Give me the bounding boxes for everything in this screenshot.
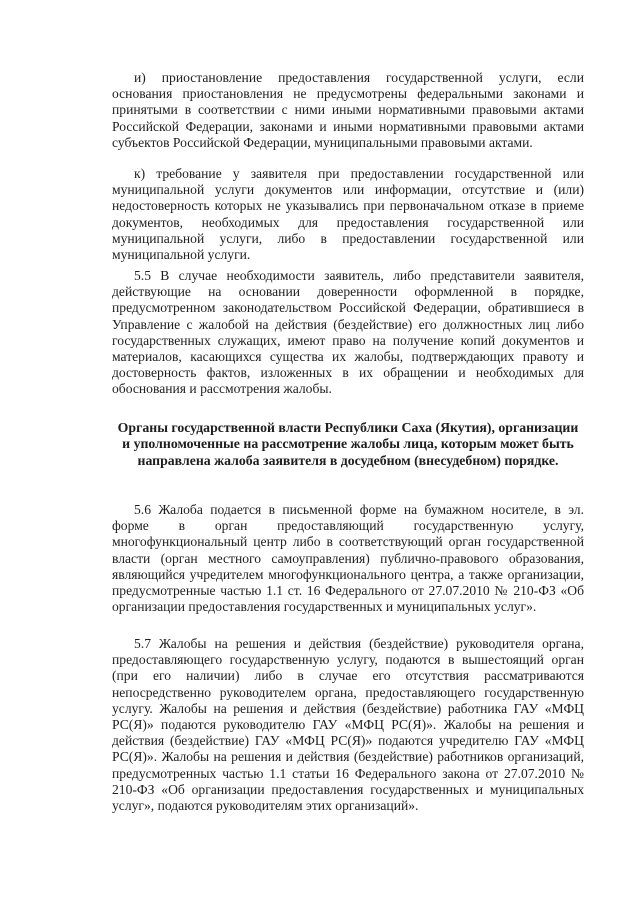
paragraph-5-7: 5.7 Жалобы на решения и действия (бездействие) руководителя органа, предоставляющего государственную услугу, подаются в вышестоящий орган (при его наличии) либо в случае его отсутствия рассматриваются непосредственно руководителем органа, предоставляющего государственную услугу. Жалобы на решения и действия (бездействие) работника ГАУ «МФЦ РС(Я)» подаются руководителю ГАУ «МФЦ РС(Я)». Жалобы на решения и действия (бездействие) ГАУ «МФЦ РС(Я)» подаются учредителю ГАУ «МФЦ РС(Я)». Жалобы на решения и действия (бездействие) работников организаций, предусмотренных частью 1.1 статьи 16 Федерального закона от 27.07.2010 № 210-ФЗ «Об организации предоставления государственных и муниципальных услуг», подаются руководителям этих организаций».	[112, 636, 584, 814]
paragraph-i: и) приостановление предоставления государственной услуги, если основания приостановления не предусмотрены федеральными законами и принятыми в соответствии с ними иными нормативными правовыми актами Российской Федерации, законами и иными нормативными правовыми актами субъектов Российской Федерации, муниципальными правовыми актами.	[112, 70, 584, 150]
paragraph-5-5: 5.5 В случае необходимости заявитель, либо представители заявителя, действующие на основании доверенности оформленной в порядке, предусмотренном законодательством Российской Федерации, обратившиеся в Управление с жалобой на действия (бездействие) его должностных лиц либо государственных служащих, имеют право на получение копий документов и материалов, касающихся существа их жалобы, подтверждающих правоту и достоверность фактов, изложенных в их обращении и необходимых для обоснования и рассмотрения жалобы.	[112, 268, 584, 397]
paragraph-5-6-container	[112, 502, 584, 615]
paragraph-5-6: 5.6 Жалоба подается в письменной форме на бумажном носителе, в эл. форме в орган предоставляющий государственную услугу, многофункциональный центр либо в соответствующий орган государственной власти (орган местного самоуправления) публично-правового образования, являющийся учредителем многофункционального центра, а также организации, предусмотренные частью 1.1 ст. 16 Федерального от 27.07.2010 № 210-ФЗ «Об организации предоставления государственных и муниципальных услуг».	[112, 502, 584, 615]
paragraph-5-7-container	[112, 636, 584, 814]
paragraph-k-container	[112, 166, 584, 263]
section-heading: Органы государственной власти Республики Саха (Якутия), организации и уполномоченные на рассмотрение жалобы лица, которым может быть направлена жалоба заявителя в досудебном (внесудебном) порядке.	[117, 420, 579, 468]
paragraph-5-5-container	[112, 268, 584, 398]
paragraph-i-container	[112, 70, 584, 151]
paragraph-k: к) требование у заявителя при предоставлении государственной или муниципальной услуги документов или информации, отсутствие и (или) недостоверность которых не указывались при первоначальном отказе в приеме документов, необходимых для предоставления государственной или муниципальной услуги, либо в предоставлении государственной или муниципальной услуги.	[112, 166, 584, 263]
